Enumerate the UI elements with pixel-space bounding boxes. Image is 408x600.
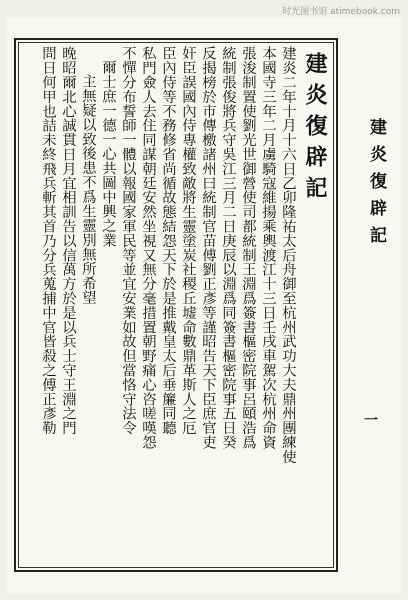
text-frame: [14, 38, 338, 572]
text-column-5: 反揭榜於市傳檄諸州曰統制官苗傅劉正彥等謹昭告天下臣庶官吏: [200, 46, 216, 450]
text-column-4: 統制張俊將兵守吳江三月二日庚辰以淵爲同簽書樞密院事五日癸: [220, 46, 236, 450]
text-column-11: 主無疑以致後患不爲生靈別無所希望: [80, 74, 96, 305]
book-page: [6, 18, 402, 594]
text-column-2: 本國寺三年二月虜騎寇維揚乘輿渡江十三日壬戌車駕次杭州命資: [260, 46, 276, 450]
text-column-1: 建炎二年十月十六日乙卯隆祐太后舟御至杭州武功大夫鼎州團練使: [280, 46, 296, 464]
text-column-12: 晚昭爾北心誠貫日月宜相訓告以信萬方於是以兵士守王淵之門: [60, 46, 76, 435]
text-column-8: 私門僉人去住同謀朝廷安然坐視又無分毫措置朝野痛心咨嗟嘆怨: [140, 46, 156, 450]
text-column-6: 奸臣誤國內侍專權致敵將生靈塗炭社稷丘墟命數鼎革斯人之厄: [180, 46, 196, 435]
text-column-7: 臣內侍等不務修省尚循故態結怨天下於是推戴皇太后垂簾同聽: [160, 46, 176, 435]
watermark-text: 时光图书馆 atimebook.com: [282, 7, 400, 17]
text-column-3: 張浚制置使劉光世御營使司都統制王淵爲簽書樞密院事呂頤浩爲: [240, 46, 256, 450]
text-columns: [22, 46, 332, 564]
spine-margin: [351, 40, 393, 574]
spine-title: 建炎復辟記: [366, 118, 386, 253]
page-number: 一: [364, 413, 378, 429]
text-column-13: 問日何甲也詰未終飛兵斬其首乃分兵蒐捕中官皆殺之傅正彥勒: [40, 46, 56, 435]
text-column-10: 爾士庶一德一心共圖中興之業: [100, 60, 116, 248]
text-column-9: 不憚分布誓師一體以報國家軍民等並宜安業如故但當恪守法令: [120, 46, 136, 435]
document-title: 建炎復辟記: [302, 52, 328, 207]
